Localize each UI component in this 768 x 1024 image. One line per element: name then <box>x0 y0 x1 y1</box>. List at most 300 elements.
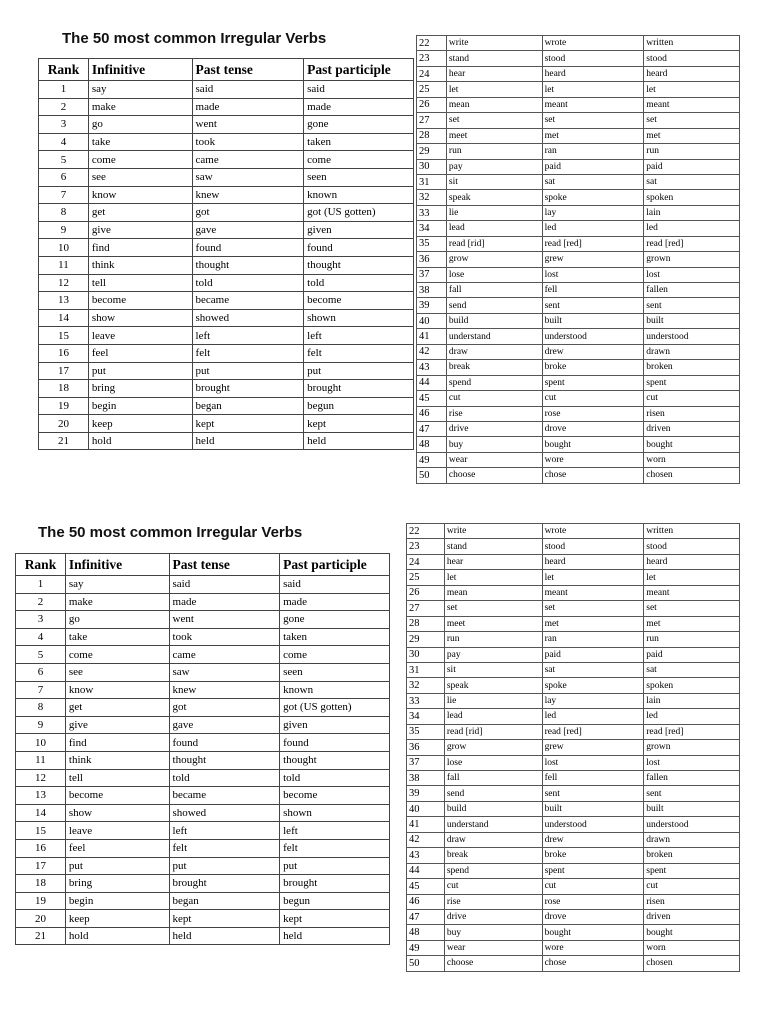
past-tense-cell: ran <box>542 632 644 647</box>
table-row <box>16 787 390 805</box>
past-tense-cell: went <box>169 611 280 629</box>
table-row <box>407 740 740 755</box>
past-participle-cell: built <box>644 801 740 816</box>
infinitive-cell: become <box>65 787 169 805</box>
past-tense-cell: knew <box>192 186 304 204</box>
rank-cell: 37 <box>417 267 447 282</box>
past-tense-cell: grew <box>542 252 644 267</box>
past-participle-cell: sent <box>644 786 740 801</box>
past-tense-cell: came <box>192 151 304 169</box>
infinitive-cell: bring <box>65 875 169 893</box>
infinitive-cell: set <box>444 601 542 616</box>
infinitive-cell: write <box>444 524 542 539</box>
past-tense-cell: rose <box>542 406 644 421</box>
rank-cell: 48 <box>417 437 447 452</box>
past-participle-cell: set <box>644 113 740 128</box>
table-row <box>39 380 414 398</box>
infinitive-cell: lie <box>444 693 542 708</box>
past-tense-cell: thought <box>192 256 304 274</box>
rank-cell: 9 <box>39 221 89 239</box>
table-row <box>417 391 740 406</box>
table-row <box>417 190 740 205</box>
past-participle-cell: chosen <box>644 468 740 483</box>
column-header-rank: Rank <box>16 554 66 576</box>
past-tense-cell: said <box>192 81 304 99</box>
past-participle-cell: met <box>644 128 740 143</box>
past-participle-cell: held <box>304 432 414 450</box>
past-participle-cell: lain <box>644 205 740 220</box>
past-participle-cell: cut <box>644 391 740 406</box>
past-tense-cell: came <box>169 646 280 664</box>
table-row <box>39 221 414 239</box>
past-participle-cell: spent <box>644 375 740 390</box>
past-participle-cell: felt <box>280 839 390 857</box>
rank-cell: 47 <box>417 421 447 436</box>
infinitive-cell: know <box>65 681 169 699</box>
past-participle-cell: sat <box>644 662 740 677</box>
table-row <box>417 144 740 159</box>
past-tense-cell: saw <box>169 663 280 681</box>
table-row <box>407 925 740 940</box>
past-tense-cell: told <box>169 769 280 787</box>
past-tense-cell: became <box>192 292 304 310</box>
infinitive-cell: lie <box>446 205 542 220</box>
infinitive-cell: see <box>88 168 192 186</box>
table-row <box>407 956 740 971</box>
past-tense-cell: found <box>169 734 280 752</box>
verbs-table-1-21 <box>15 553 390 945</box>
rank-cell: 44 <box>417 375 447 390</box>
rank-cell: 45 <box>407 879 445 894</box>
past-participle-cell: let <box>644 570 740 585</box>
table-row <box>16 646 390 664</box>
rank-cell: 21 <box>39 432 89 450</box>
column-header-infinitive: Infinitive <box>88 59 192 81</box>
table-row <box>417 360 740 375</box>
past-participle-cell: spoken <box>644 190 740 205</box>
rank-cell: 40 <box>407 801 445 816</box>
infinitive-cell: go <box>88 116 192 134</box>
past-tense-cell: understood <box>542 329 644 344</box>
table-row <box>407 585 740 600</box>
past-tense-cell: spoke <box>542 190 644 205</box>
past-tense-cell: got <box>169 699 280 717</box>
past-tense-cell: sent <box>542 786 644 801</box>
infinitive-cell: get <box>88 204 192 222</box>
table-row <box>407 554 740 569</box>
rank-cell: 45 <box>417 391 447 406</box>
past-participle-cell: paid <box>644 647 740 662</box>
infinitive-cell: make <box>88 98 192 116</box>
past-participle-cell: fallen <box>644 283 740 298</box>
rank-cell: 17 <box>39 362 89 380</box>
rank-cell: 19 <box>39 397 89 415</box>
table-row <box>16 699 390 717</box>
table-row <box>407 786 740 801</box>
past-tense-cell: bought <box>542 925 644 940</box>
rank-cell: 30 <box>417 159 447 174</box>
table-row <box>39 362 414 380</box>
infinitive-cell: hear <box>444 554 542 569</box>
rank-cell: 29 <box>417 144 447 159</box>
column-header-past-tense: Past tense <box>192 59 304 81</box>
infinitive-cell: make <box>65 593 169 611</box>
table-row <box>407 662 740 677</box>
table-row <box>16 663 390 681</box>
table-row <box>417 406 740 421</box>
infinitive-cell: let <box>446 82 542 97</box>
rank-cell: 25 <box>417 82 447 97</box>
past-participle-cell: shown <box>280 804 390 822</box>
past-participle-cell: drawn <box>644 344 740 359</box>
past-participle-cell: lost <box>644 267 740 282</box>
past-tense-cell: fell <box>542 771 644 786</box>
column-header-past-participle: Past participle <box>304 59 414 81</box>
past-participle-cell: made <box>304 98 414 116</box>
infinitive-cell: give <box>65 716 169 734</box>
table-row <box>16 857 390 875</box>
table-row <box>417 82 740 97</box>
past-participle-cell: cut <box>644 879 740 894</box>
rank-cell: 43 <box>417 360 447 375</box>
past-tense-cell: showed <box>169 804 280 822</box>
past-participle-cell: drawn <box>644 832 740 847</box>
past-tense-cell: understood <box>542 817 644 832</box>
rank-cell: 17 <box>16 857 66 875</box>
past-participle-cell: bought <box>644 925 740 940</box>
past-tense-cell: heard <box>542 554 644 569</box>
infinitive-cell: cut <box>446 391 542 406</box>
table-row <box>407 709 740 724</box>
past-participle-cell: got (US gotten) <box>280 699 390 717</box>
infinitive-cell: let <box>444 570 542 585</box>
rank-cell: 10 <box>16 734 66 752</box>
past-tense-cell: set <box>542 601 644 616</box>
past-tense-cell: kept <box>169 910 280 928</box>
infinitive-cell: begin <box>65 892 169 910</box>
past-tense-cell: showed <box>192 309 304 327</box>
rank-cell: 10 <box>39 239 89 257</box>
infinitive-cell: fall <box>446 283 542 298</box>
rank-cell: 12 <box>39 274 89 292</box>
past-tense-cell: drove <box>542 909 644 924</box>
verbs-table-22-50 <box>416 35 740 484</box>
rank-cell: 47 <box>407 909 445 924</box>
table-row <box>39 168 414 186</box>
table-row <box>16 751 390 769</box>
past-tense-cell: became <box>169 787 280 805</box>
table-row <box>417 267 740 282</box>
table-row <box>417 252 740 267</box>
rank-cell: 18 <box>16 875 66 893</box>
past-participle-cell: worn <box>644 452 740 467</box>
past-tense-cell: led <box>542 709 644 724</box>
rank-cell: 13 <box>39 292 89 310</box>
rank-cell: 35 <box>407 724 445 739</box>
rank-cell: 22 <box>407 524 445 539</box>
past-participle-cell: lost <box>644 755 740 770</box>
infinitive-cell: find <box>88 239 192 257</box>
infinitive-cell: take <box>88 133 192 151</box>
infinitive-cell: stand <box>446 51 542 66</box>
past-tense-cell: took <box>192 133 304 151</box>
past-tense-cell: bought <box>542 437 644 452</box>
past-tense-cell: gave <box>192 221 304 239</box>
rank-cell: 5 <box>16 646 66 664</box>
past-participle-cell: got (US gotten) <box>304 204 414 222</box>
table-row <box>16 734 390 752</box>
past-participle-cell: paid <box>644 159 740 174</box>
past-tense-cell: drew <box>542 832 644 847</box>
past-participle-cell: put <box>304 362 414 380</box>
past-participle-cell: built <box>644 313 740 328</box>
rank-cell: 35 <box>417 236 447 251</box>
past-tense-cell: paid <box>542 159 644 174</box>
past-tense-cell: began <box>169 892 280 910</box>
table-row <box>417 174 740 189</box>
rank-cell: 3 <box>16 611 66 629</box>
past-participle-cell: told <box>280 769 390 787</box>
table-row <box>417 221 740 236</box>
rank-cell: 8 <box>39 204 89 222</box>
table-row <box>16 716 390 734</box>
past-tense-cell: set <box>542 113 644 128</box>
table-row <box>407 863 740 878</box>
past-participle-cell: sent <box>644 298 740 313</box>
infinitive-cell: speak <box>444 678 542 693</box>
past-participle-cell: said <box>280 576 390 594</box>
past-participle-cell: put <box>280 857 390 875</box>
past-tense-cell: broke <box>542 360 644 375</box>
rank-cell: 5 <box>39 151 89 169</box>
past-participle-cell: told <box>304 274 414 292</box>
past-participle-cell: left <box>304 327 414 345</box>
past-tense-cell: found <box>192 239 304 257</box>
past-tense-cell: lay <box>542 205 644 220</box>
infinitive-cell: draw <box>446 344 542 359</box>
infinitive-cell: drive <box>444 909 542 924</box>
rank-cell: 20 <box>16 910 66 928</box>
past-tense-cell: met <box>542 616 644 631</box>
past-tense-cell: meant <box>542 97 644 112</box>
past-tense-cell: got <box>192 204 304 222</box>
past-tense-cell: lay <box>542 693 644 708</box>
past-tense-cell: sat <box>542 174 644 189</box>
past-tense-cell: fell <box>542 283 644 298</box>
rank-cell: 11 <box>16 751 66 769</box>
rank-cell: 12 <box>16 769 66 787</box>
past-tense-cell: wore <box>542 940 644 955</box>
past-participle-cell: set <box>644 601 740 616</box>
rank-cell: 13 <box>16 787 66 805</box>
rank-cell: 27 <box>417 113 447 128</box>
past-participle-cell: led <box>644 221 740 236</box>
rank-cell: 34 <box>417 221 447 236</box>
infinitive-cell: spend <box>444 863 542 878</box>
past-participle-cell: run <box>644 632 740 647</box>
past-participle-cell: taken <box>280 628 390 646</box>
past-tense-cell: felt <box>169 839 280 857</box>
infinitive-cell: take <box>65 628 169 646</box>
infinitive-cell: wear <box>446 452 542 467</box>
table-row <box>407 616 740 631</box>
rank-cell: 2 <box>39 98 89 116</box>
rank-cell: 6 <box>16 663 66 681</box>
rank-cell: 14 <box>16 804 66 822</box>
table-row <box>16 681 390 699</box>
past-participle-cell: stood <box>644 539 740 554</box>
infinitive-cell: set <box>446 113 542 128</box>
table-row <box>407 909 740 924</box>
infinitive-cell: buy <box>444 925 542 940</box>
past-tense-cell: spent <box>542 863 644 878</box>
table-row <box>407 693 740 708</box>
table-row <box>407 678 740 693</box>
past-tense-cell: stood <box>542 539 644 554</box>
infinitive-cell: fall <box>444 771 542 786</box>
rank-cell: 18 <box>39 380 89 398</box>
infinitive-cell: read [rid] <box>446 236 542 251</box>
table-row <box>39 186 414 204</box>
rank-cell: 39 <box>407 786 445 801</box>
table-row <box>39 344 414 362</box>
past-tense-cell: grew <box>542 740 644 755</box>
table-row <box>407 771 740 786</box>
past-tense-cell: cut <box>542 391 644 406</box>
table-row <box>39 415 414 433</box>
table-header-row <box>39 59 414 81</box>
past-participle-cell: found <box>280 734 390 752</box>
rank-cell: 1 <box>16 576 66 594</box>
past-participle-cell: driven <box>644 909 740 924</box>
past-participle-cell: seen <box>280 663 390 681</box>
past-tense-cell: chose <box>542 468 644 483</box>
rank-cell: 3 <box>39 116 89 134</box>
infinitive-cell: put <box>88 362 192 380</box>
rank-cell: 23 <box>407 539 445 554</box>
rank-cell: 50 <box>417 468 447 483</box>
infinitive-cell: sit <box>444 662 542 677</box>
past-tense-cell: wrote <box>542 36 644 51</box>
infinitive-cell: hold <box>88 432 192 450</box>
table-row <box>407 894 740 909</box>
infinitive-cell: lose <box>444 755 542 770</box>
infinitive-cell: become <box>88 292 192 310</box>
infinitive-cell: leave <box>88 327 192 345</box>
rank-cell: 36 <box>407 740 445 755</box>
past-participle-cell: risen <box>644 406 740 421</box>
table-row <box>407 647 740 662</box>
table-row <box>407 832 740 847</box>
table-row <box>39 239 414 257</box>
past-participle-cell: gone <box>304 116 414 134</box>
table-row <box>417 236 740 251</box>
verbs-table-1-21 <box>38 58 414 450</box>
past-tense-cell: felt <box>192 344 304 362</box>
rank-cell: 41 <box>417 329 447 344</box>
past-participle-cell: gone <box>280 611 390 629</box>
table-row <box>407 755 740 770</box>
past-participle-cell: run <box>644 144 740 159</box>
past-participle-cell: kept <box>304 415 414 433</box>
infinitive-cell: pay <box>446 159 542 174</box>
table-row <box>16 576 390 594</box>
table-row <box>417 128 740 143</box>
rank-cell: 16 <box>16 839 66 857</box>
past-tense-cell: drew <box>542 344 644 359</box>
table-row <box>417 36 740 51</box>
past-tense-cell: rose <box>542 894 644 909</box>
infinitive-cell: hold <box>65 927 169 945</box>
past-participle-cell: broken <box>644 848 740 863</box>
infinitive-cell: say <box>65 576 169 594</box>
past-tense-cell: lost <box>542 755 644 770</box>
past-participle-cell: taken <box>304 133 414 151</box>
past-tense-cell: knew <box>169 681 280 699</box>
rank-cell: 46 <box>407 894 445 909</box>
rank-cell: 38 <box>407 771 445 786</box>
past-tense-cell: let <box>542 570 644 585</box>
table-row <box>407 817 740 832</box>
rank-cell: 49 <box>417 452 447 467</box>
past-participle-cell: become <box>280 787 390 805</box>
past-tense-cell: ran <box>542 144 644 159</box>
table-row <box>407 539 740 554</box>
past-participle-cell: spent <box>644 863 740 878</box>
past-tense-cell: kept <box>192 415 304 433</box>
table-row <box>417 97 740 112</box>
rank-cell: 24 <box>417 66 447 81</box>
past-participle-cell: made <box>280 593 390 611</box>
past-participle-cell: worn <box>644 940 740 955</box>
table-row <box>407 940 740 955</box>
table-row <box>417 344 740 359</box>
rank-cell: 32 <box>417 190 447 205</box>
past-tense-cell: put <box>192 362 304 380</box>
infinitive-cell: leave <box>65 822 169 840</box>
rank-cell: 31 <box>417 174 447 189</box>
rank-cell: 6 <box>39 168 89 186</box>
table-row <box>16 839 390 857</box>
rank-cell: 26 <box>407 585 445 600</box>
past-tense-cell: heard <box>542 66 644 81</box>
infinitive-cell: come <box>88 151 192 169</box>
rank-cell: 7 <box>39 186 89 204</box>
past-participle-cell: read [red] <box>644 724 740 739</box>
past-participle-cell: chosen <box>644 956 740 971</box>
infinitive-cell: mean <box>446 97 542 112</box>
past-tense-cell: left <box>169 822 280 840</box>
infinitive-cell: write <box>446 36 542 51</box>
past-participle-cell: lain <box>644 693 740 708</box>
infinitive-cell: tell <box>88 274 192 292</box>
infinitive-cell: draw <box>444 832 542 847</box>
rank-cell: 41 <box>407 817 445 832</box>
past-tense-cell: paid <box>542 647 644 662</box>
table-row <box>16 927 390 945</box>
infinitive-cell: lead <box>444 709 542 724</box>
table-row <box>417 283 740 298</box>
table-row <box>417 468 740 483</box>
rank-cell: 7 <box>16 681 66 699</box>
table-row <box>16 593 390 611</box>
past-tense-cell: led <box>542 221 644 236</box>
table-row <box>16 769 390 787</box>
past-participle-cell: known <box>280 681 390 699</box>
past-tense-cell: broke <box>542 848 644 863</box>
infinitive-cell: lose <box>446 267 542 282</box>
past-participle-cell: come <box>304 151 414 169</box>
